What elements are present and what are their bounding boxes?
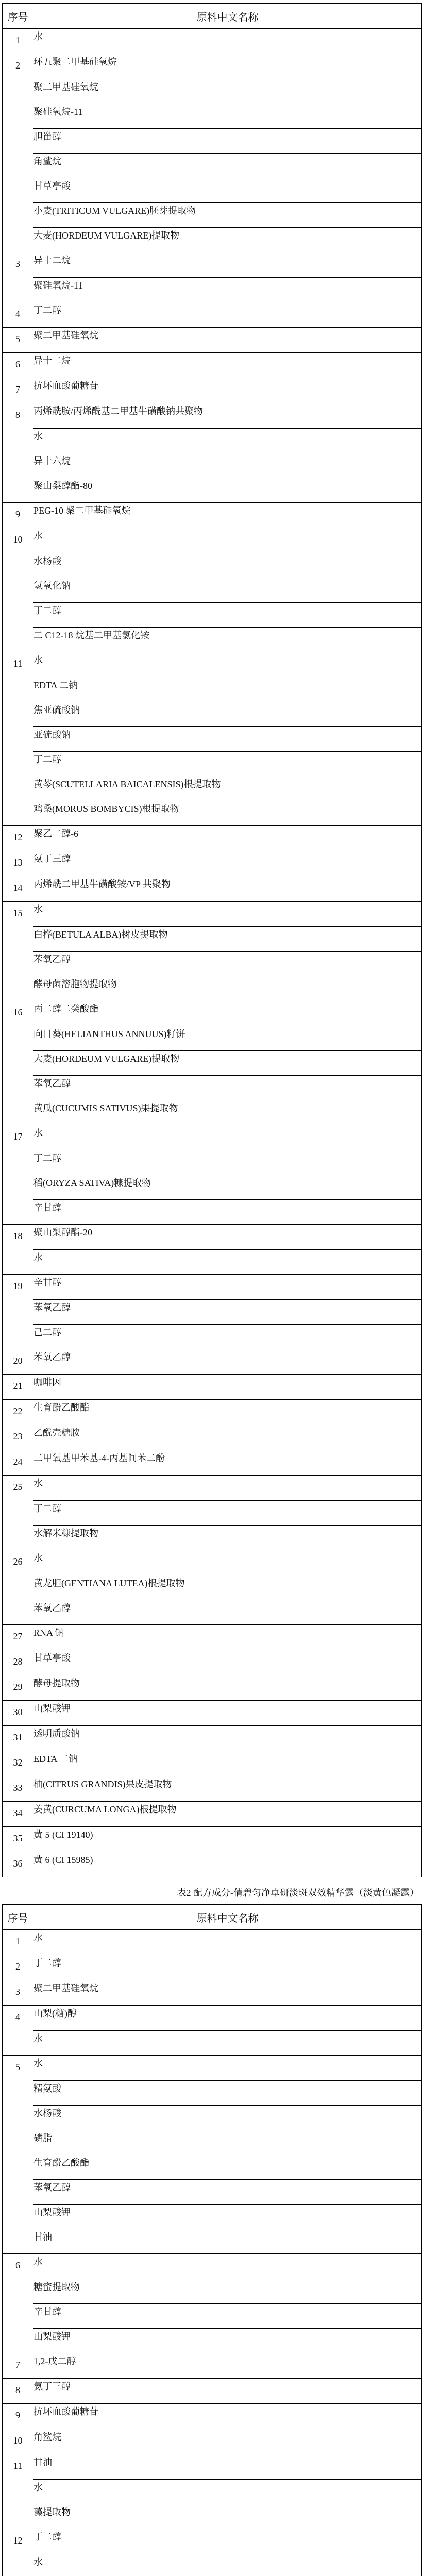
ingredient-name: 丁二醇 xyxy=(33,1955,421,1980)
ingredient-name: 聚山梨醇酯-80 xyxy=(33,478,421,502)
ingredient-name: 水 xyxy=(33,2030,421,2055)
table-row xyxy=(3,1450,422,1476)
table-row xyxy=(3,1125,422,1225)
table-row xyxy=(3,1675,422,1701)
table-row xyxy=(3,1980,422,2006)
row-number: 3 xyxy=(3,1980,33,2006)
ingredient-cell xyxy=(33,503,422,528)
table-row xyxy=(3,353,422,378)
table-row xyxy=(3,1827,422,1852)
ingredient-name: 聚二甲基硅氧烷 xyxy=(33,1980,421,2005)
row-number: 30 xyxy=(3,1701,33,1726)
ingredient-name: 水 xyxy=(33,428,421,453)
ingredient-name: 水 xyxy=(33,1476,421,1500)
table-row xyxy=(3,302,422,328)
ingredient-name: PEG-10 聚二甲基硅氧烷 xyxy=(33,503,421,528)
ingredient-name: 角鲨烷 xyxy=(33,153,421,178)
ingredient-cell xyxy=(33,1625,422,1650)
ingredient-name: 丁二醇 xyxy=(33,302,421,327)
ingredient-name: 甘油 xyxy=(33,2454,421,2479)
ingredient-name: 水杨酸 xyxy=(33,2105,421,2130)
ingredient-name: 水 xyxy=(33,1125,421,1150)
table-row xyxy=(3,528,422,652)
ingredient-cell xyxy=(33,2056,422,2254)
ingredient-name: 丁二醇 xyxy=(33,751,421,776)
ingredient-name: 甘草亭酸 xyxy=(33,178,421,202)
ingredient-cell xyxy=(33,1225,422,1275)
ingredient-name: 水 xyxy=(33,528,421,553)
row-number: 23 xyxy=(3,1425,33,1450)
ingredient-cell xyxy=(33,1650,422,1675)
row-number: 27 xyxy=(3,1625,33,1650)
row-number: 32 xyxy=(3,1751,33,1776)
ingredient-cell xyxy=(33,2254,422,2353)
table-header-row xyxy=(3,1905,422,1930)
ingredient-name: 氨丁三醇 xyxy=(33,2379,421,2403)
row-number: 4 xyxy=(3,302,33,328)
ingredient-name: 小麦(TRITICUM VULGARE)胚芽提取物 xyxy=(33,202,421,227)
table-row xyxy=(3,2429,422,2454)
table-row xyxy=(3,1802,422,1827)
table-row xyxy=(3,403,422,503)
row-number: 12 xyxy=(3,2529,33,2576)
ingredient-name: 水 xyxy=(33,2479,421,2504)
table-2-caption: 表2 配方成分-倩碧匀净卓研淡斑双效精华露（淡黄色凝露） xyxy=(0,1882,422,1904)
table-row xyxy=(3,902,422,1001)
ingredient-name: 焦亚硫酸钠 xyxy=(33,702,421,726)
ingredient-name: 山梨(糖)醇 xyxy=(33,2006,421,2030)
ingredient-cell xyxy=(33,1550,422,1625)
ingredient-name: 大麦(HORDEUM VULGARE)提取物 xyxy=(33,227,421,252)
row-number: 16 xyxy=(3,1001,33,1125)
row-number: 31 xyxy=(3,1726,33,1751)
ingredient-name: EDTA 二钠 xyxy=(33,1751,421,1776)
ingredient-name: 丁二醇 xyxy=(33,602,421,627)
row-number: 34 xyxy=(3,1802,33,1827)
table-row xyxy=(3,1375,422,1400)
row-number: 7 xyxy=(3,378,33,403)
ingredient-name: 咖啡因 xyxy=(33,1375,421,1399)
ingredient-cell xyxy=(33,1275,422,1349)
row-number: 26 xyxy=(3,1550,33,1625)
row-number: 28 xyxy=(3,1650,33,1675)
row-number: 5 xyxy=(3,2056,33,2254)
ingredient-name: 乙酰壳糖胺 xyxy=(33,1425,421,1450)
column-header-name: 原料中文名称 xyxy=(33,1905,422,1930)
row-number: 3 xyxy=(3,252,33,302)
ingredient-name: 丙烯酰胺/丙烯酰基二甲基牛磺酸钠共聚物 xyxy=(33,403,421,428)
ingredient-name: 糖蜜提取物 xyxy=(33,2279,421,2303)
ingredient-name: 辛甘醇 xyxy=(33,1199,421,1224)
ingredient-name: 水杨酸 xyxy=(33,553,421,578)
ingredient-name: 精氨酸 xyxy=(33,2080,421,2105)
ingredient-name: 水 xyxy=(33,902,421,926)
ingredient-name: 聚硅氧烷-11 xyxy=(33,104,421,128)
ingredient-cell xyxy=(33,851,422,876)
ingredient-name: 山梨酸钾 xyxy=(33,2328,421,2353)
ingredient-name: 丙二醇二癸酸酯 xyxy=(33,1001,421,1026)
ingredient-cell xyxy=(33,2529,422,2576)
ingredient-name: 丁二醇 xyxy=(33,1500,421,1525)
ingredient-name: 黄 6 (CI 15985) xyxy=(33,1852,421,1877)
ingredient-name: 藻提取物 xyxy=(33,2504,421,2529)
ingredient-cell xyxy=(33,328,422,353)
table-row xyxy=(3,1650,422,1675)
ingredient-cell xyxy=(33,1400,422,1425)
table-row xyxy=(3,1550,422,1625)
table-row xyxy=(3,1225,422,1275)
ingredient-name: 水解米糠提取物 xyxy=(33,1525,421,1550)
row-number: 24 xyxy=(3,1450,33,1476)
ingredient-cell xyxy=(33,826,422,851)
row-number: 33 xyxy=(3,1776,33,1802)
ingredient-name: 1,2-戊二醇 xyxy=(33,2353,421,2378)
row-number: 21 xyxy=(3,1375,33,1400)
ingredient-name: 山梨酸钾 xyxy=(33,2204,421,2229)
table-row xyxy=(3,378,422,403)
row-number: 35 xyxy=(3,1827,33,1852)
row-number: 22 xyxy=(3,1400,33,1425)
row-number: 6 xyxy=(3,2254,33,2353)
ingredient-name: 辛甘醇 xyxy=(33,1275,421,1299)
ingredient-name: 聚乙二醇-6 xyxy=(33,826,421,851)
table-row xyxy=(3,1776,422,1802)
ingredient-name: 水 xyxy=(33,2056,421,2080)
row-number: 10 xyxy=(3,2429,33,2454)
ingredient-cell xyxy=(33,2404,422,2429)
ingredient-name: 大麦(HORDEUM VULGARE)提取物 xyxy=(33,1050,421,1075)
table-1-body xyxy=(3,29,422,1877)
ingredient-name: 生育酚乙酸酯 xyxy=(33,1400,421,1425)
ingredient-name: 甘油 xyxy=(33,2229,421,2253)
ingredient-name: 黄龙胆(GENTIANA LUTEA)根提取物 xyxy=(33,1575,421,1600)
row-number: 36 xyxy=(3,1852,33,1877)
row-number: 11 xyxy=(3,2454,33,2529)
ingredient-name: 聚硅氧烷-11 xyxy=(33,277,421,302)
row-number: 12 xyxy=(3,826,33,851)
table-row xyxy=(3,2379,422,2404)
ingredient-name: 二甲氧基甲苯基-4-丙基间苯二酚 xyxy=(33,1450,421,1475)
ingredient-name: 水 xyxy=(33,29,421,54)
row-number: 2 xyxy=(3,54,33,252)
ingredient-name: 水 xyxy=(33,652,421,677)
row-number: 8 xyxy=(3,2379,33,2404)
row-number: 5 xyxy=(3,328,33,353)
row-number: 15 xyxy=(3,902,33,1001)
ingredient-cell xyxy=(33,378,422,403)
table-row xyxy=(3,54,422,252)
table-header-row xyxy=(3,4,422,29)
ingredient-name: 鸡桑(MORUS BOMBYCIS)根提取物 xyxy=(33,801,421,825)
ingredient-cell xyxy=(33,1751,422,1776)
ingredient-name: 苯氧乙醇 xyxy=(33,1299,421,1324)
ingredient-cell xyxy=(33,1450,422,1476)
ingredient-name: 氨丁三醇 xyxy=(33,851,421,876)
ingredient-name: 聚二甲基硅氧烷 xyxy=(33,79,421,104)
ingredient-name: 丁二醇 xyxy=(33,2529,421,2554)
ingredient-cell xyxy=(33,1476,422,1550)
row-number: 14 xyxy=(3,876,33,902)
table-row xyxy=(3,1726,422,1751)
table-row xyxy=(3,29,422,54)
ingredient-name: 水 xyxy=(33,1249,421,1274)
row-number: 9 xyxy=(3,503,33,528)
table-row xyxy=(3,252,422,302)
ingredient-name: EDTA 二钠 xyxy=(33,677,421,702)
table-row xyxy=(3,876,422,902)
table-row xyxy=(3,1625,422,1650)
ingredient-name: 柚(CITRUS GRANDIS)果皮提取物 xyxy=(33,1776,421,1801)
ingredient-cell xyxy=(33,1001,422,1125)
ingredient-name: 苯氧乙醇 xyxy=(33,2179,421,2204)
ingredient-cell xyxy=(33,2379,422,2404)
ingredient-name: 黄芩(SCUTELLARIA BAICALENSIS)根提取物 xyxy=(33,776,421,801)
table-row xyxy=(3,652,422,826)
ingredient-name: 抗坏血酸葡糖苷 xyxy=(33,2404,421,2429)
ingredient-name: 苯氧乙醇 xyxy=(33,951,421,976)
ingredient-name: 亚硫酸钠 xyxy=(33,726,421,751)
ingredient-name: 磷脂 xyxy=(33,2130,421,2155)
table-row xyxy=(3,503,422,528)
ingredient-cell xyxy=(33,1125,422,1225)
table-row xyxy=(3,2454,422,2529)
table-row xyxy=(3,2254,422,2353)
table-row xyxy=(3,1476,422,1550)
column-header-name: 原料中文名称 xyxy=(33,4,422,29)
table-row xyxy=(3,1930,422,1955)
ingredient-name: 环五聚二甲基硅氧烷 xyxy=(33,54,421,79)
ingredient-table-2 xyxy=(2,1904,422,2576)
ingredient-name: 生育酚乙酸酯 xyxy=(33,2155,421,2179)
row-number: 11 xyxy=(3,652,33,826)
ingredient-name: 异十二烷 xyxy=(33,353,421,378)
ingredient-name: 己二醇 xyxy=(33,1324,421,1349)
row-number: 17 xyxy=(3,1125,33,1225)
ingredient-cell xyxy=(33,2429,422,2454)
ingredient-cell xyxy=(33,1930,422,1955)
row-number: 29 xyxy=(3,1675,33,1701)
ingredient-table-1 xyxy=(2,3,422,1877)
ingredient-name: RNA 钠 xyxy=(33,1625,421,1650)
ingredient-cell xyxy=(33,1375,422,1400)
ingredient-cell xyxy=(33,1980,422,2006)
ingredient-name: 透明质酸钠 xyxy=(33,1726,421,1751)
ingredient-name: 姜黄(CURCUMA LONGA)根提取物 xyxy=(33,1802,421,1826)
row-number: 7 xyxy=(3,2353,33,2379)
ingredient-cell xyxy=(33,528,422,652)
ingredient-cell xyxy=(33,252,422,302)
ingredient-cell xyxy=(33,2353,422,2379)
table-row xyxy=(3,1751,422,1776)
ingredient-name: 白桦(BETULA ALBA)树皮提取物 xyxy=(33,926,421,951)
row-number: 1 xyxy=(3,29,33,54)
ingredient-cell xyxy=(33,403,422,503)
table-row xyxy=(3,826,422,851)
ingredient-cell xyxy=(33,1425,422,1450)
ingredient-name: 向日葵(HELIANTHUS ANNUUS)籽饼 xyxy=(33,1026,421,1050)
ingredient-name: 聚山梨醇酯-20 xyxy=(33,1225,421,1249)
table-row xyxy=(3,1955,422,1980)
ingredient-name: 山梨酸钾 xyxy=(33,1701,421,1725)
ingredient-cell xyxy=(33,1955,422,1980)
table-row xyxy=(3,2353,422,2379)
table-row xyxy=(3,1349,422,1375)
ingredient-cell xyxy=(33,1701,422,1726)
ingredient-name: 黄瓜(CUCUMIS SATIVUS)果提取物 xyxy=(33,1100,421,1125)
row-number: 20 xyxy=(3,1349,33,1375)
row-number: 18 xyxy=(3,1225,33,1275)
ingredient-name: 聚二甲基硅氧烷 xyxy=(33,328,421,352)
ingredient-cell xyxy=(33,1827,422,1852)
row-number: 9 xyxy=(3,2404,33,2429)
ingredient-name: 酵母菌溶胞物提取物 xyxy=(33,976,421,1001)
ingredient-name: 丙烯酰二甲基牛磺酸铵/VP 共聚物 xyxy=(33,876,421,901)
row-number: 25 xyxy=(3,1476,33,1550)
row-number: 6 xyxy=(3,353,33,378)
table-row xyxy=(3,1852,422,1877)
ingredient-cell xyxy=(33,1852,422,1877)
row-number: 2 xyxy=(3,1955,33,1980)
ingredient-cell xyxy=(33,876,422,902)
ingredient-cell xyxy=(33,302,422,328)
ingredient-name: 水 xyxy=(33,1550,421,1575)
table-row xyxy=(3,1701,422,1726)
ingredient-cell xyxy=(33,2454,422,2529)
ingredient-name: 黄 5 (CI 19140) xyxy=(33,1827,421,1852)
ingredient-name: 酵母提取物 xyxy=(33,1675,421,1700)
ingredient-name: 二 C12-18 烷基二甲基氯化铵 xyxy=(33,627,421,652)
ingredient-name: 抗坏血酸葡糖苷 xyxy=(33,378,421,403)
ingredient-name: 水 xyxy=(33,2554,421,2576)
table-row xyxy=(3,1001,422,1125)
ingredient-name: 水 xyxy=(33,2254,421,2279)
ingredient-name: 水 xyxy=(33,1930,421,1955)
row-number: 1 xyxy=(3,1930,33,1955)
row-number: 4 xyxy=(3,2006,33,2056)
ingredient-name: 氢氧化钠 xyxy=(33,578,421,602)
ingredient-cell xyxy=(33,1802,422,1827)
table-row xyxy=(3,1275,422,1349)
row-number: 19 xyxy=(3,1275,33,1349)
table-row xyxy=(3,2006,422,2056)
ingredient-cell xyxy=(33,1349,422,1375)
table-row xyxy=(3,2404,422,2429)
ingredient-cell xyxy=(33,54,422,252)
row-number: 8 xyxy=(3,403,33,503)
ingredient-cell xyxy=(33,1675,422,1701)
table-row xyxy=(3,2529,422,2576)
ingredient-cell xyxy=(33,1776,422,1802)
ingredient-name: 甘草亭酸 xyxy=(33,1650,421,1675)
ingredient-name: 丁二醇 xyxy=(33,1150,421,1175)
ingredient-name: 胆甾醇 xyxy=(33,128,421,153)
column-header-number: 序号 xyxy=(3,1905,33,1930)
ingredient-cell xyxy=(33,2006,422,2056)
ingredient-cell xyxy=(33,902,422,1001)
ingredient-name: 异十二烷 xyxy=(33,252,421,277)
table-2-body xyxy=(3,1930,422,2576)
ingredient-name: 苯氧乙醇 xyxy=(33,1349,421,1374)
table-row xyxy=(3,2056,422,2254)
column-header-number: 序号 xyxy=(3,4,33,29)
table-row xyxy=(3,1425,422,1450)
row-number: 13 xyxy=(3,851,33,876)
ingredient-cell xyxy=(33,652,422,826)
ingredient-name: 角鲨烷 xyxy=(33,2429,421,2454)
row-number: 10 xyxy=(3,528,33,652)
ingredient-name: 苯氧乙醇 xyxy=(33,1075,421,1100)
table-row xyxy=(3,851,422,876)
ingredient-name: 稻(ORYZA SATIVA)糠提取物 xyxy=(33,1175,421,1199)
table-row xyxy=(3,1400,422,1425)
ingredient-name: 辛甘醇 xyxy=(33,2303,421,2328)
ingredient-cell xyxy=(33,353,422,378)
ingredient-cell xyxy=(33,1726,422,1751)
ingredient-name: 苯氧乙醇 xyxy=(33,1600,421,1624)
table-row xyxy=(3,328,422,353)
ingredient-cell xyxy=(33,29,422,54)
ingredient-name: 异十六烷 xyxy=(33,453,421,478)
